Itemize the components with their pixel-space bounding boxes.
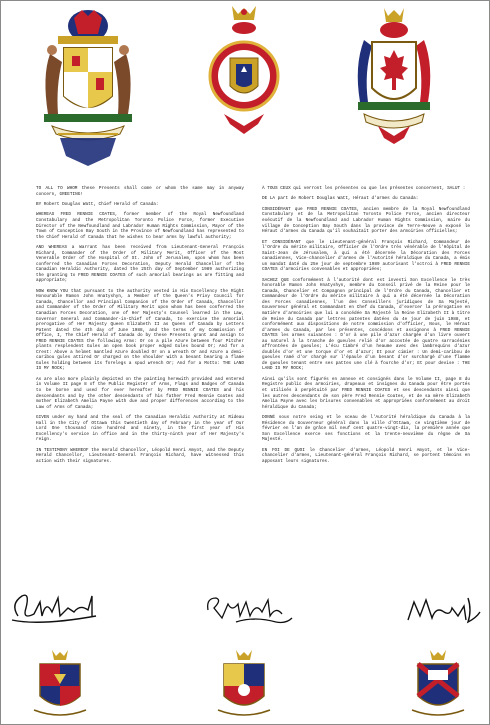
french-paragraph-2: ET CONSIDÉRANT que le Lieutenant-général François Richard, Commandeur de l'Ordre du mérite militaire, Officier de l'Ordre très vénérable de l'Hôpital de Saint-Jean de Jérusalem, à qui a été décernée la Décoration des Forces canadiennes, Vice-chancelier d'armes de l'Autorité héraldique du Canada, a émis un mandat daté du 25e jour de septembre 1989 autorisant l'octroi à FRED RENNIE COATES d'armoiries convenables et appropriées; [262, 239, 470, 273]
maple-leaf-arms-icon [358, 8, 431, 144]
french-paragraph-5: DONNÉ sous notre seing et le sceau de l'Autorité héraldique du Canada à la Résidence du Gouverneur général dans la ville d'Ottawa, ce vingtième jour de février en l'an de grâce mil neuf cent quatre-vingt-dix, la première année que Son Excellence exerce ses fonctions et la trente-neuvième du règne de Sa Majesté. [262, 415, 470, 443]
english-paragraph-2: AND WHEREAS a Warrant has been received from Lieutenant-General François Richard, Commander of the Order of Military Merit, Officer of the Most Venerable Order of the Hospital of St. John of Jerusalem, upon whom has been conferred the Canadian Forces Decoration, Deputy Herald Chancellor of the Canadian Heraldic Authority, dated the 25th day of September 1989 authorizing the granting to FRED RENNIE COATES of such armorial bearings as are fitting and appropriate; [36, 245, 244, 284]
heraldic-authority-arms-icon [210, 6, 278, 134]
english-by-line: BY Robert Douglas Watt, Chief Herald of Canada: [36, 201, 159, 207]
english-paragraph-6: IN TESTIMONY WHEREOF the Herald Chancellor, Léopold Henri Amyot, and the Deputy Herald Chancellor, Lieutenant-General François Richard, have witnessed this action with their signatures. [36, 447, 244, 464]
newfoundland-arms-icon [44, 10, 132, 166]
english-salutation: TO ALL TO WHOM these Presents shall come or whom the same may in anyway concern, GREETING! [36, 186, 244, 197]
deputy-herald-chancellor-arms-icon [412, 650, 464, 715]
english-column [36, 186, 244, 469]
french-paragraph-3: SACHEZ QUE conformément à l'autorité dont est investi Son Excellence le très honorable Ramon John Hnatyshyn, membre du Conseil privé de la Reine pour le Canada, Chancelier et Compagnon principal de l'Ordre du Canada, Chancelier et Commandeur de l'Ordre du mérite militaire à qui a été décernée la Décoration des Forces canadiennes, l'un des Conseillers juridiques de Sa Majesté, Gouverneur général et Commandant en Chef du Canada, d'exercer la prérogative en matière d'armoiries que lui a concédée Sa Majesté la Reine Elizabeth II à titre de Reine du Canada par lettres patentes datées du 4e jour de juin 1988, et conformément aux dispositions de notre commission d'officier, Nous, le Héraut d'armes du Canada, par les présentes, concédons et assignons à FRED RENNIE COATES les armes suivantes : D'or à une pile d'azur chargée d'un livre ouvert au naturel à la tranche de gueules relié d'or accostée de quatre sarracénies affrontées de gueules; L'écu timbré d'un heaume avec des lambrequins d'azur doublés d'or et une torque d'or et d'azur; Et pour cimier : Un demi-caribou de gueules ramé d'or chargé sur l'épaule d'un besant d'or surchargé d'une flamme de gueules tenant entre ses pattes une clé à fourche d'or; Et pour devise : THE LAND IS MY ROCK; [262, 277, 470, 372]
header-arms [0, 0, 490, 180]
signature-left [12, 595, 96, 622]
footer-arms [0, 646, 490, 721]
french-salutation: À TOUS CEUX qui verront les présentes ou que les présentes concernent, SALUT : [262, 186, 466, 191]
chief-herald-arms-icon [34, 650, 86, 715]
signatures [0, 586, 490, 636]
herald-chancellor-arms-icon [218, 650, 270, 715]
english-paragraph-5: GIVEN under my hand and the seal of the Canadian Heraldic Authority at Rideau Hall in the City of Ottawa this twentieth day of February in the year of Our Lord One thousand nine hundred and ninety, in the first year of His Excellency's service in office and in the thirty-ninth year of Her Majesty's reign. [36, 415, 244, 443]
french-column [262, 186, 470, 469]
english-paragraph-4: As are also more plainly depicted on the painting herewith provided and entered in Volume II page 8 of the Public Register of Arms, Flags and Badges of Canada to be borne and used for ever hereafter by FRED RENNIE COATES and his descendants and by the other descendants of his father Fred Rennie Coates and mother Elizabeth Amelia Payne with due and proper differences according to the Law of Arms of Canada; [36, 376, 244, 410]
french-paragraph-4: Ainsi qu'ils sont figurés en annexe et consignés dans le Volume II, page 8 du Registre public des armoiries, drapeaux et insignes du Canada pour être portés et utilisés à perpétuité par FRED RENNIE COATES et ses descendants ainsi que les autres descendants de son père Fred Rennie Coates, et de sa mère Elizabeth Amelia Payne avec les brisures convenables et appropriées conformément au droit héraldique du Canada; [262, 376, 470, 410]
french-by-line: DE LA part de Robert Douglas Watt, Héraut d'armes du Canada: [262, 196, 419, 202]
english-paragraph-1: WHEREAS FRED RENNIE COATES, former member of the Royal Newfoundland Constabulary and the Metropolitan Toronto Police Force, former Executive Director of the Newfoundland and Labrador Human Rights Commission, Mayor of the Town of Conception Bay South in the Province of Newfoundland has represented to the Chief Herald of Canada that he wishes to bear arms by lawful authority; [36, 212, 244, 240]
english-paragraph-3: NOW KNOW YOU that pursuant to the authority vested in His Excellency the Right Honourable Ramon John Hnatyshyn, a Member of the Queen's Privy Council for Canada, Chancellor and Principal Companion of the Order of Canada, Chancellor and Commander of the Order of Military Merit upon whom has been conferred the Canadian Forces Decoration, one of Her Majesty's Counsel learned in the Law, Governor General and Commander-in-Chief of Canada, to exercise the armorial prerogative of Her Majesty Queen Elizabeth II as Queen of Canada by Letters Patent dated the 4th day of June 1988, and the terms of my Commission of Office, I, The Chief Herald of Canada do by these Presents grant and assign to FRED RENNIE COATES the following Arms: Or on a pile Azure between four Pitcher plants resplendent Gules an open book proper edged Gules bound Or; And for a Crest: Above a helmet mantled Azure doubled Or on a wreath Or and Azure a demi-caribou gules attired Or charged on the shoulder with a besant bearing a flame Gules holding between its forelegs a spud wrench Or; And for a Motto: THE LAND IS MY ROCK; [36, 288, 244, 372]
french-paragraph-6: EN FOI DE QUOI le Chancelier d'armes, Léopold Henri Amyot, et le Vice-chancelier d'armes, Lieutenant-général François Richard, se portent témoins en apposant leurs signatures. [262, 447, 470, 464]
signature-right [408, 598, 480, 622]
french-paragraph-1: CONSIDÉRANT que FRED RENNIE COATES, ancien membre de la Royal Newfoundland Constabulary et de la Metropolitan Toronto Police Force, ancien directeur exécutif de la Newfoundland and Labrador Human Rights Commission, maire du village de Conception Bay South dans la province de Terre-Neuve a exposé le Héraut d'armes du Canada qu'il souhaitait porter des armoiries officielles; [262, 206, 470, 235]
signature-center [208, 598, 292, 623]
